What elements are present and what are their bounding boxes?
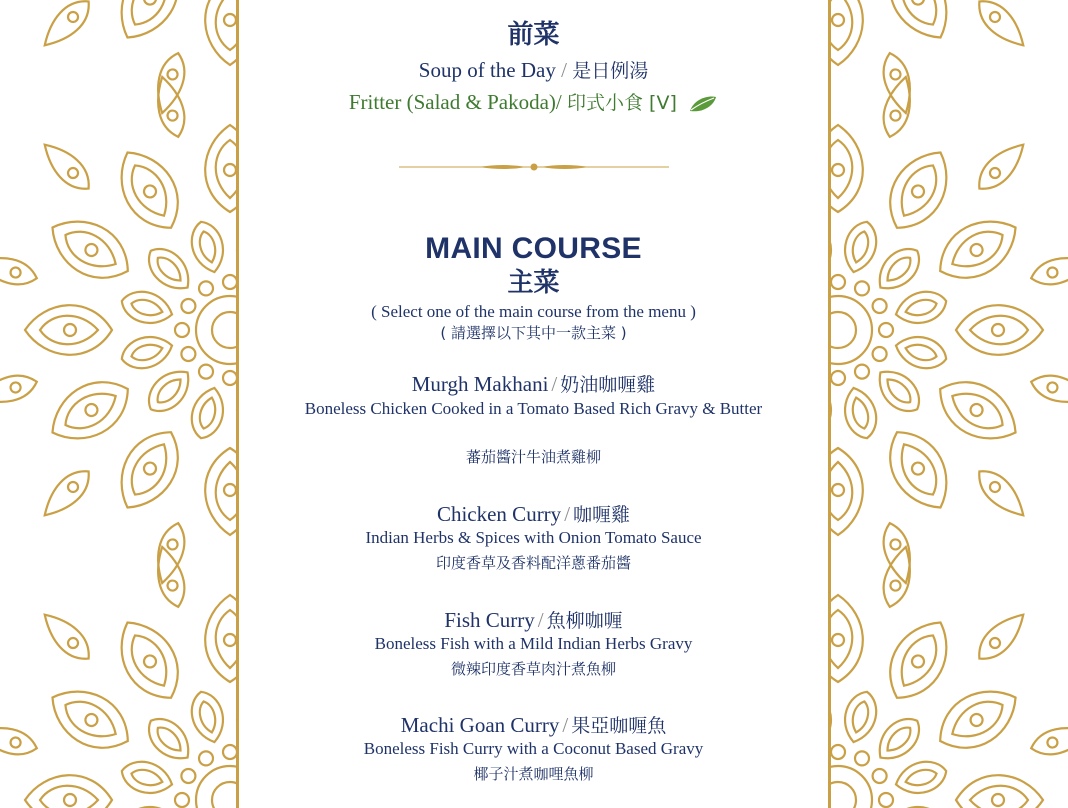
ornament-divider-icon xyxy=(399,160,669,174)
dish-description: Boneless Fish Curry with a Coconut Based Gravy xyxy=(363,739,704,758)
selection-note: ( Select one of the main course from the menu ) xyxy=(371,302,696,321)
right-mandala-panel xyxy=(830,0,1068,808)
starter-name-zh: 印式小食 [V] xyxy=(567,92,677,114)
dish-description: Boneless Fish with a Mild Indian Herbs Gravy xyxy=(374,634,693,653)
starter-name: Fritter (Salad & Pakoda) xyxy=(348,90,556,114)
main-course-heading-zh: 主菜 xyxy=(507,268,560,298)
dish-name: Chicken Curry xyxy=(436,502,562,526)
selection-note-zh: ( 請選擇以下其中一款主菜 ) xyxy=(440,324,627,342)
dish-description-zh: 蕃茄醬汁牛油煮雞柳 xyxy=(465,448,601,466)
separator: / xyxy=(561,58,567,82)
dish-description-zh: 微辣印度香草肉汁煮魚柳 xyxy=(450,660,616,678)
dish-name: Machi Goan Curry xyxy=(400,713,560,737)
dish-name-zh: 果亞咖喱魚 xyxy=(571,715,667,737)
left-mandala-panel xyxy=(0,0,238,808)
leaf-icon xyxy=(688,95,718,113)
dish-description-zh: 椰子汁煮咖哩魚柳 xyxy=(473,765,594,783)
dish-name: Fish Curry xyxy=(444,608,535,632)
dish-description: Boneless Chicken Cooked in a Tomato Based Rich Gravy & Butter xyxy=(304,399,763,418)
separator: / xyxy=(562,713,569,737)
separator: / xyxy=(551,372,558,396)
starter-item xyxy=(239,56,828,83)
mandala-icon xyxy=(0,0,238,808)
dish-title xyxy=(239,370,828,397)
dish-description-zh: 印度香草及香料配洋蔥番茄醬 xyxy=(435,554,631,572)
mandala-icon xyxy=(830,0,1068,808)
separator: / xyxy=(537,608,544,632)
dish-title xyxy=(239,500,828,527)
dish-description: Indian Herbs & Spices with Onion Tomato Sauce xyxy=(365,528,702,547)
separator: / xyxy=(555,90,562,114)
starter-item xyxy=(239,88,828,115)
dish-name-zh: 奶油咖喱雞 xyxy=(560,374,656,396)
right-gold-border xyxy=(828,0,831,808)
starter-name: Soup of the Day xyxy=(418,58,556,82)
dish-title xyxy=(239,606,828,633)
separator: / xyxy=(564,502,571,526)
menu-content xyxy=(239,0,828,808)
dish-title xyxy=(239,711,828,738)
starter-name-zh: 是日例湯 xyxy=(572,60,649,82)
dish-name-zh: 魚柳咖喱 xyxy=(546,610,623,632)
starters-heading-zh: 前菜 xyxy=(507,20,560,50)
dish-name-zh: 咖喱雞 xyxy=(573,504,631,526)
main-course-heading: MAIN COURSE xyxy=(425,232,642,265)
dish-name: Murgh Makhani xyxy=(411,372,549,396)
